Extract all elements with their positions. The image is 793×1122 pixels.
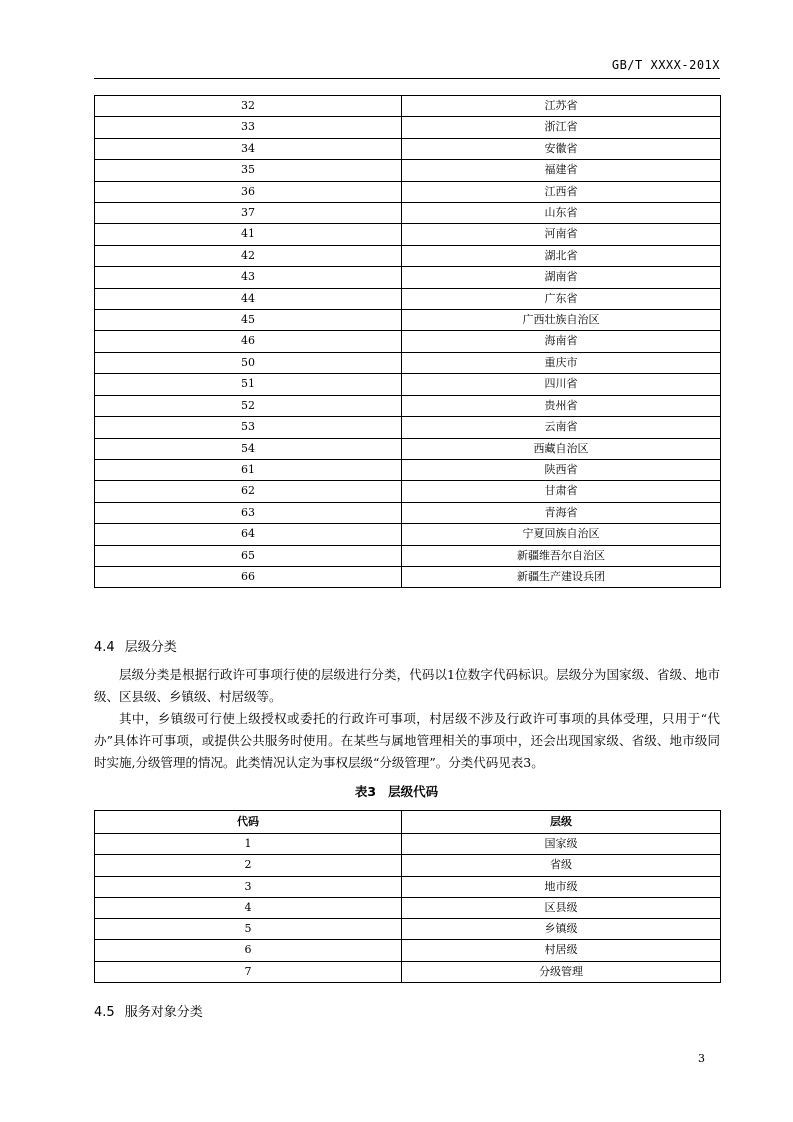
section-title: 服务对象分类 <box>124 1005 203 1020</box>
code-cell: 43 <box>95 267 402 288</box>
name-cell: 江西省 <box>402 181 721 202</box>
code-cell: 50 <box>95 352 402 373</box>
code-cell: 65 <box>95 545 402 566</box>
code-cell: 64 <box>95 524 402 545</box>
name-cell: 西藏自治区 <box>402 438 721 459</box>
code-cell: 52 <box>95 395 402 416</box>
table-row <box>95 117 721 138</box>
code-cell: 34 <box>95 138 402 159</box>
name-cell: 省级 <box>402 855 721 876</box>
table-row <box>95 138 721 159</box>
level-table-body <box>95 834 721 983</box>
name-cell: 江苏省 <box>402 96 721 117</box>
table-row <box>95 545 721 566</box>
name-cell: 浙江省 <box>402 117 721 138</box>
name-cell: 安徽省 <box>402 138 721 159</box>
table-row <box>95 160 721 181</box>
table-row <box>95 481 721 502</box>
standard-code: GB/T XXXX-201X <box>611 58 720 72</box>
table-row <box>95 524 721 545</box>
code-cell: 51 <box>95 374 402 395</box>
name-cell: 村居级 <box>402 940 721 961</box>
code-cell: 37 <box>95 203 402 224</box>
code-cell: 54 <box>95 438 402 459</box>
table-row <box>95 331 721 352</box>
table-row <box>95 203 721 224</box>
code-cell: 35 <box>95 160 402 181</box>
name-cell: 乡镇级 <box>402 919 721 940</box>
table-row <box>95 919 721 940</box>
section-title: 层级分类 <box>124 640 177 655</box>
name-cell: 山东省 <box>402 203 721 224</box>
name-cell: 甘肃省 <box>402 481 721 502</box>
paragraph-level-classification: 层级分类是根据行政许可事项行使的层级进行分类，代码以1位数字代码标识。层级分为国家级、省级、地市级、区县级、乡镇级、村居级等。 <box>94 667 720 704</box>
table-3-caption <box>0 782 793 800</box>
table-row <box>95 288 721 309</box>
section-number: 4.5 <box>94 1005 115 1020</box>
table-row <box>95 395 721 416</box>
table-row <box>95 834 721 855</box>
code-cell: 32 <box>95 96 402 117</box>
region-table-body <box>95 96 721 588</box>
table-row <box>95 267 721 288</box>
name-cell: 四川省 <box>402 374 721 395</box>
section-number: 4.4 <box>94 640 115 655</box>
code-cell: 63 <box>95 502 402 523</box>
name-cell: 青海省 <box>402 502 721 523</box>
table-row <box>95 438 721 459</box>
table-row <box>95 417 721 438</box>
name-cell: 地市级 <box>402 876 721 897</box>
name-cell: 分级管理 <box>402 961 721 982</box>
code-cell: 3 <box>95 876 402 897</box>
table-row <box>95 566 721 587</box>
code-cell: 66 <box>95 566 402 587</box>
header-rule <box>94 78 720 79</box>
code-cell: 62 <box>95 481 402 502</box>
code-cell: 36 <box>95 181 402 202</box>
name-cell: 湖北省 <box>402 245 721 266</box>
caption-title: 层级代码 <box>388 784 439 799</box>
table-row <box>95 961 721 982</box>
table-row <box>95 181 721 202</box>
name-cell: 重庆市 <box>402 352 721 373</box>
section-4-4-heading <box>94 636 177 655</box>
name-cell: 宁夏回族自治区 <box>402 524 721 545</box>
name-cell: 云南省 <box>402 417 721 438</box>
code-cell: 53 <box>95 417 402 438</box>
name-cell: 新疆维吾尔自治区 <box>402 545 721 566</box>
name-cell: 海南省 <box>402 331 721 352</box>
name-cell: 贵州省 <box>402 395 721 416</box>
code-cell: 44 <box>95 288 402 309</box>
name-cell: 陕西省 <box>402 459 721 480</box>
code-cell: 1 <box>95 834 402 855</box>
code-cell: 6 <box>95 940 402 961</box>
table-row <box>95 940 721 961</box>
table-row <box>95 352 721 373</box>
code-cell: 61 <box>95 459 402 480</box>
header-level: 层级 <box>402 811 721 834</box>
table-row <box>95 96 721 117</box>
name-cell: 广西壮族自治区 <box>402 310 721 331</box>
code-cell: 42 <box>95 245 402 266</box>
code-cell: 41 <box>95 224 402 245</box>
name-cell: 湖南省 <box>402 267 721 288</box>
paragraph-level-details: 其中，乡镇级可行使上级授权或委托的行政许可事项，村居级不涉及行政许可事项的具体受理，只用于“代办”具体许可事项，或提供公共服务时使用。在某些与属地管理相关的事项中，还会出现国家级、省级、地市级同时实施,分级管理的情况。此类情况认定为事权层级“分级管理”。分类代码见表3。 <box>94 711 720 770</box>
table-header-row <box>95 811 721 834</box>
code-cell: 45 <box>95 310 402 331</box>
section-4-5-heading <box>94 1001 203 1020</box>
name-cell: 新疆生产建设兵团 <box>402 566 721 587</box>
table-row <box>95 310 721 331</box>
header-code: 代码 <box>95 811 402 834</box>
code-cell: 7 <box>95 961 402 982</box>
code-cell: 4 <box>95 897 402 918</box>
table-row <box>95 897 721 918</box>
region-code-table <box>94 95 721 588</box>
table-row <box>95 459 721 480</box>
name-cell: 福建省 <box>402 160 721 181</box>
level-code-table <box>94 810 721 983</box>
table-row <box>95 502 721 523</box>
table-row <box>95 374 721 395</box>
table-row <box>95 876 721 897</box>
code-cell: 2 <box>95 855 402 876</box>
code-cell: 5 <box>95 919 402 940</box>
code-cell: 33 <box>95 117 402 138</box>
code-cell: 46 <box>95 331 402 352</box>
table-row <box>95 245 721 266</box>
name-cell: 河南省 <box>402 224 721 245</box>
caption-label: 表3 <box>354 784 377 799</box>
table-row <box>95 224 721 245</box>
name-cell: 广东省 <box>402 288 721 309</box>
table-row <box>95 855 721 876</box>
page-number: 3 <box>698 1052 705 1065</box>
name-cell: 区县级 <box>402 897 721 918</box>
name-cell: 国家级 <box>402 834 721 855</box>
